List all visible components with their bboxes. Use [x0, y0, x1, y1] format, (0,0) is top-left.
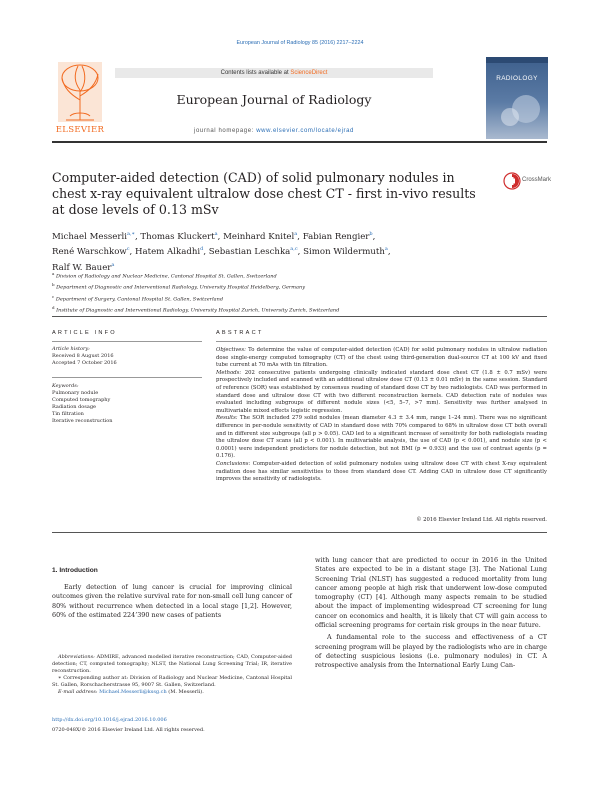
abstract-end-rule	[52, 532, 547, 533]
affiliation-marker: d	[52, 304, 55, 310]
author-affiliation-marker[interactable]: a	[214, 231, 218, 237]
body-right-column	[315, 556, 547, 671]
keywords-label: Keywords:	[52, 383, 79, 389]
history-label: Article history:	[52, 346, 90, 352]
author-separator: ,	[372, 231, 376, 242]
methods-label: Methods:	[216, 369, 242, 376]
accepted-date: Accepted 7 October 2016	[52, 360, 117, 366]
affiliation-marker: a	[52, 271, 55, 276]
author-affiliation-marker[interactable]: b	[369, 231, 373, 237]
body-paragraph: A fundamental role to the success and effectiveness of a CT screening program will be played by the radiologists who are in charge of detecting suspicious lesions (i.e. pulmonary nodules) in CT. A retrospective analysis from the International Early Lung Can-	[315, 633, 547, 670]
abstract-rule	[216, 341, 547, 342]
keyword-item: Iterative reconstruction	[52, 418, 113, 424]
abbrev-text: ADMIRE, advanced modelled iterative reconstruction; CAD, Computer-aided detection; CT, computed tomography; NLST, the National Lung Screening Trial; IR, iterative reconstruction.	[52, 654, 292, 674]
objectives-label: Objectives:	[216, 347, 246, 353]
author-affiliation-marker[interactable]: a	[294, 231, 298, 237]
abstract-methods	[216, 370, 547, 416]
abstract-objectives	[216, 347, 547, 370]
author-affiliation-marker[interactable]: a	[384, 246, 388, 253]
affiliation-item	[52, 270, 532, 281]
affiliation-item	[52, 293, 532, 304]
author-name[interactable]: Simon Wildermuth	[303, 247, 385, 258]
article-history	[52, 346, 202, 367]
body-paragraph: with lung cancer that are predicted to occur in 2016 in the United States are expected to be in a distant stage [3]. The National Lung Screening Trial (NLST) has suggested a reduced mortality from lung cancer among people at high risk that underwent low-dose computed tomography (CT) [4]. Although many aspects remain to be studied about the impact of implementing widespread CT screening for lung cancer on economics and health, it is likely that CT will gain access to official screening programs for certain risk groups in the near future.	[315, 556, 547, 630]
keyword-item: Computed tomography	[52, 397, 111, 403]
info-rule	[52, 341, 202, 342]
author-separator: ,	[217, 231, 224, 242]
footnotes	[52, 654, 292, 696]
issn-line: 0720-048X/© 2016 Elsevier Ireland Ltd. All rights reserved.	[52, 727, 205, 733]
author-name[interactable]: Fabian Rengier	[302, 231, 370, 242]
received-date: Received 8 August 2016	[52, 353, 114, 359]
affiliation-item	[52, 304, 532, 315]
author-name[interactable]: Sebastian Leschka	[208, 247, 291, 258]
crossmark-badge[interactable]	[503, 172, 552, 190]
title-rule	[52, 316, 547, 317]
journal-cover-thumbnail[interactable]	[486, 57, 548, 139]
crossmark-label: CrossMark	[522, 177, 552, 183]
keyword-item: Pulmonary nodule	[52, 390, 99, 396]
elsevier-wordmark: ELSEVIER	[55, 125, 105, 135]
footnote-abbreviations	[52, 654, 292, 675]
contents-bar	[115, 68, 433, 78]
abbrev-label: Abbreviations:	[58, 654, 95, 660]
copyright-notice: © 2016 Elsevier Ireland Ltd. All rights reserved.	[416, 517, 547, 523]
author-separator: ,	[387, 247, 391, 258]
author-separator: ,	[297, 247, 304, 258]
author-line	[52, 228, 502, 243]
keyword-list	[52, 390, 202, 425]
abstract-heading: ABSTRACT	[216, 330, 264, 336]
citation-line[interactable]: European Journal of Radiology 85 (2016) 2217–2224	[236, 40, 364, 46]
author-separator: ,	[297, 231, 303, 242]
email-suffix: (M. Messerli).	[168, 689, 204, 695]
author-name[interactable]: René Warschkow	[52, 247, 127, 258]
email-label: E-mail address:	[58, 689, 98, 695]
author-line	[52, 243, 502, 258]
methods-text: 202 consecutive patients undergoing clinically indicated standard dose chest CT (1.8 ± 0.7 mSv) were prospectively included and scanned with an additional ultralow dose CT (0.13 ± 0.01 mSv) in the same session. Standard of reference (SOR) was established by consensus reading of standard dose CT by two radiologists. CAD was performed in standard dose and ultralow dose CT with two different reconstruction kernels. CAD detection rate of nodules was evaluated including subgroups of different nodule sizes (<5, 5–7, >7 mm). Sensitivity was further analysed in multivariable mixed effects logistic regression.	[216, 369, 547, 414]
homepage-prefix: journal homepage:	[194, 128, 254, 134]
author-affiliation-marker[interactable]: a,c	[290, 246, 298, 253]
article-title: Computer-aided detection (CAD) of solid pulmonary nodules in chest x-ray equivalent ultralow dose chest CT - first in-vivo results at dose levels of 0.13 mSv	[52, 170, 476, 217]
abstract-conclusions	[216, 461, 547, 484]
masthead-rule	[52, 141, 547, 143]
journal-homepage	[115, 128, 433, 134]
author-name[interactable]: Thomas Kluckert	[140, 231, 215, 242]
section-heading-introduction: 1. Introduction	[52, 567, 98, 574]
doi-link[interactable]: http://dx.doi.org/10.1016/j.ejrad.2016.10.006	[52, 717, 167, 723]
affiliation-marker: c	[52, 293, 55, 299]
author-separator: ,	[134, 231, 141, 242]
footnote-email	[52, 689, 292, 696]
abstract-text	[216, 347, 547, 484]
author-name[interactable]: Michael Messerli	[52, 231, 127, 242]
conclusions-label: Conclusions:	[216, 460, 251, 467]
affiliation-list	[52, 270, 532, 315]
author-separator: ,	[129, 247, 136, 258]
objectives-text: To determine the value of computer-aided detection (CAD) for solid pulmonary nodules in ultralow radiation dose single-energy computed tomography (CT) of the chest using third-generation dual-source CT at 100 kV and fixed tube current at 70 mAs with tin filtration.	[216, 347, 547, 369]
cover-title: RADIOLOGY	[496, 75, 538, 82]
journal-title: European Journal of Radiology	[176, 92, 372, 107]
article-info-heading: ARTICLE INFO	[52, 330, 117, 336]
affiliation-text: Department of Surgery, Cantonal Hospital St. Gallen, Switzerland	[55, 296, 224, 303]
abstract-results	[216, 415, 547, 461]
body-left-column: Early detection of lung cancer is crucial for improving clinical outcomes given the relative survival rate for non-small cell lung cancer of 80% without recurrence when detected in a local stage [1,2]. However, 60% of the estimated 224’390 new cases of patients	[52, 583, 292, 619]
author-name[interactable]: Ralf W. Bauer	[52, 262, 112, 273]
affiliation-text: Division of Radiology and Nuclear Medicine, Cantonal Hospital St. Gallen, Switzerland	[55, 273, 277, 280]
affiliation-item	[52, 281, 532, 292]
keywords-block	[52, 383, 202, 425]
affiliation-text: Institute of Diagnostic and Interventional Radiology, University Hospital Zurich, University Zurich, Switzerland	[56, 307, 340, 314]
info-rule	[52, 377, 202, 378]
results-text: The SOR included 279 solid nodules (mean diameter 4.3 ± 3.4 mm, range 1–24 mm). There was no significant difference in per-nodule sensitivity of CAD in standard dose with 70% compared to 68% in ultralow dose CT both overall and in different size subgroups (all p > 0.05). CAD led to a significant increase of sensitivity for both radiologists reading the ultralow dose CT scans (all p < 0.001). In multivariable analysis, the use of CAD (p < 0.001), and nodule size (p < 0.0001) were independent predictors for nodule detection, but not BMI (p = 0.933) and the use of contrast agents (p = 0.176).	[216, 415, 548, 460]
affiliation-marker: b	[52, 282, 55, 288]
conclusions-text: Computer-aided detection of solid pulmonary nodules using ultralow dose CT with chest X-ray equivalent radiation dose has similar sensitivities to those from standard dose CT. Adding CAD in ultralow dose CT significantly improves the sensitivity of radiologists.	[216, 460, 547, 483]
author-list	[52, 228, 502, 274]
keyword-item: Tin filtration	[52, 411, 84, 417]
footnote-corresponding: ∗ Corresponding author at: Division of Radiology and Nuclear Medicine, Cantonal Hospital St. Gallen, Rorschacherstrasse 95, 9007 St. Gallen, Switzerland.	[52, 675, 292, 688]
cover-art-icon	[486, 57, 548, 139]
author-affiliation-marker[interactable]: c	[126, 246, 130, 253]
keyword-item: Radiation dosage	[52, 404, 96, 410]
contents-prefix: Contents lists available at	[220, 70, 289, 76]
author-affiliation-marker[interactable]: a,∗	[126, 231, 135, 237]
homepage-link[interactable]: www.elsevier.com/locate/ejrad	[256, 128, 354, 134]
author-name[interactable]: Meinhard Knitel	[223, 231, 295, 242]
sciencedirect-link[interactable]: ScienceDirect	[290, 70, 328, 76]
affiliation-text: Department of Diagnostic and Interventional Radiology, University Hospital Heidelberg, Germany	[56, 284, 306, 291]
email-link[interactable]: Michael.Messerli@kssg.ch	[99, 689, 167, 695]
author-name[interactable]: Hatem Alkadhi	[135, 247, 201, 258]
results-label: Results:	[216, 415, 238, 422]
author-affiliation-marker[interactable]: d	[200, 246, 204, 253]
author-separator: ,	[203, 247, 209, 258]
author-affiliation-marker[interactable]: a	[111, 261, 115, 268]
